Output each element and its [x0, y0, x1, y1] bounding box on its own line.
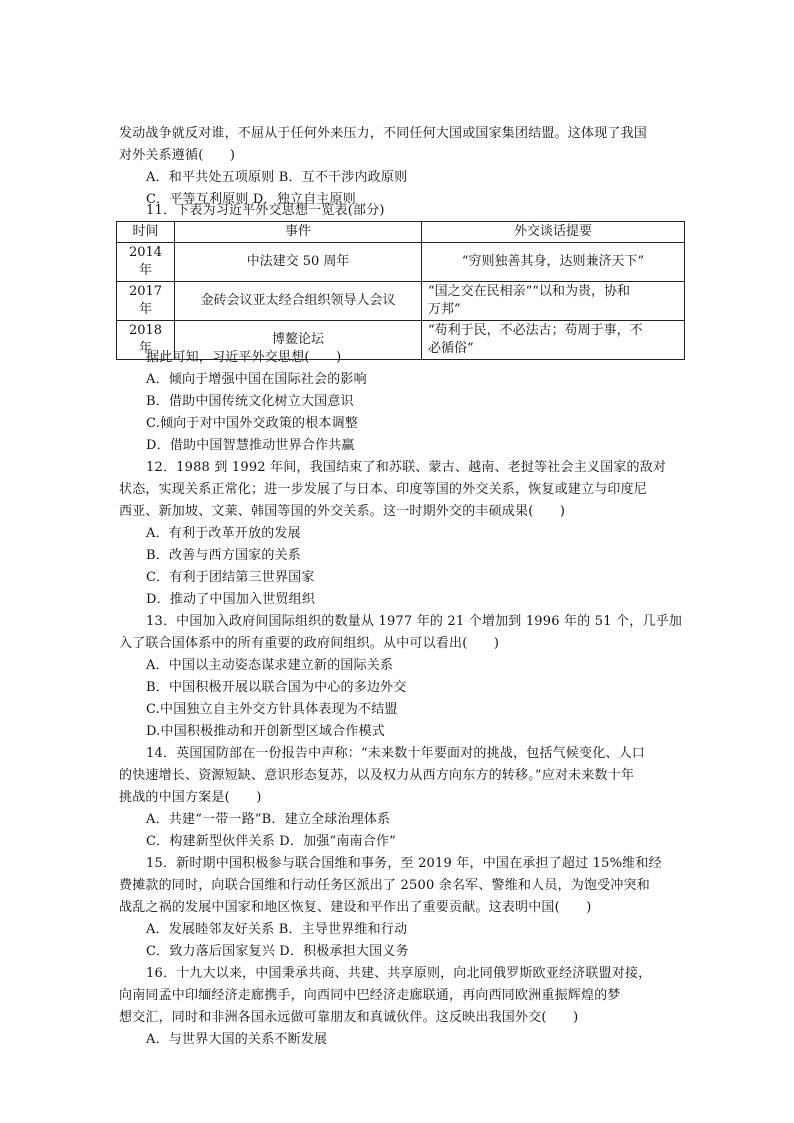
table-cell-event: 博鳌论坛 [175, 321, 422, 360]
option-line: A．有利于改革开放的发展 [146, 526, 301, 541]
text-line: 据此可知，习近平外交思想( ) [146, 350, 342, 365]
text-line: 状态，实现关系正常化；进一步发展了与日本、印度等国的外交关系，恢复或建立与印度尼 [119, 482, 648, 497]
option-line: A．中国以主动姿态谋求建立新的国际关系 [146, 658, 394, 673]
question-line: 11．下表为习近平外交思想一览表(部分) [146, 203, 385, 218]
table-row [117, 282, 685, 321]
option-line: A．和平共处五项原则 B．互不干涉内政原则 [146, 170, 408, 185]
option-line: C.中国独立自主外交方针具体表现为不结盟 [146, 702, 398, 717]
table-header: 外交谈话提要 [422, 222, 685, 243]
option-line: C.倾向于对中国外交政策的根本调整 [146, 416, 359, 431]
option-line: D．借助中国智慧推动世界合作共赢 [146, 438, 355, 453]
table-cell-quote [422, 282, 685, 321]
text-line: 的快速增长、资源短缺、意识形态复苏，以及权力从西方向东方的转移。”应对未来数十年 [119, 768, 635, 783]
question-line: 16．十九大以来，中国秉承共商、共建、共享原则，向北同俄罗斯欧亚经济联盟对接， [146, 966, 652, 981]
option-line: D．推动了中国加入世贸组织 [146, 592, 316, 607]
text-line: 想交汇，同时和非洲各国永远做可靠朋友和真诚伙伴。这反映出我国外交( ) [119, 1010, 579, 1025]
option-line: D.中国积极推动和开创新型区域合作模式 [146, 724, 385, 739]
table-cell-quote [422, 321, 685, 360]
diplomacy-table [116, 221, 685, 360]
table-cell-year: 2017 年 [117, 282, 175, 321]
option-line: C．致力落后国家复兴 D．积极承担大国义务 [146, 944, 409, 959]
option-line: C．有利于团结第三世界国家 [146, 570, 315, 585]
text-line: 费摊款的同时，向联合国维和行动任务区派出了 2500 余名军、警维和人员，为饱受冲突和 [119, 878, 650, 893]
option-line: A．倾向于增强中国在国际社会的影响 [146, 372, 367, 387]
text-line: 对外关系遵循( ) [119, 148, 236, 163]
option-line: B．借助中国传统文化树立大国意识 [146, 394, 354, 409]
option-line: C．构建新型伙伴关系 D．加强“南南合作” [146, 834, 396, 849]
question-line: 12．1988 到 1992 年间，我国结束了和苏联、蒙古、越南、老挝等社会主义国家的敌对 [146, 460, 667, 475]
text-line: 入了联合国体系中的所有重要的政府间组织。从中可以看出( ) [119, 636, 500, 651]
option-line: B．改善与西方国家的关系 [146, 548, 301, 563]
text-line: 西亚、新加坡、文莱、韩国等国的外交关系。这一时期外交的丰硕成果( ) [119, 504, 566, 519]
option-line: A．与世界大国的关系不断发展 [146, 1032, 328, 1047]
table-cell-year: 2018 年 [117, 321, 175, 360]
table-header: 时间 [117, 222, 175, 243]
quote-line: “国之交在民相亲”“以和为贵，协和 [428, 284, 630, 299]
option-line: B．中国积极开展以联合国为中心的多边外交 [146, 680, 407, 695]
text-line: 挑战的中国方案是( ) [119, 790, 262, 805]
question-line: 15．新时期中国积极参与联合国维和事务，至 2019 年，中国在承担了超过 15%维和经 [146, 856, 662, 871]
option-line: A．共建“一带一路”B．建立全球治理体系 [146, 812, 391, 827]
option-line: A．发展睦邻友好关系 B．主导世界维和行动 [146, 922, 408, 937]
option-line: C．平等互利原则 D．独立自主原则 [146, 192, 356, 207]
table-cell-event: 中法建交 50 周年 [175, 243, 422, 282]
table-cell-quote: “穷则独善其身，达则兼济天下” [422, 243, 685, 282]
table-cell-event: 金砖会议亚太经合组织领导人会议 [175, 282, 422, 321]
text-line: 发动战争就反对谁，不屈从于任何外来压力，不同任何大国或国家集团结盟。这体现了我国 [119, 126, 648, 141]
question-line: 13．中国加入政府间国际组织的数量从 1977 年的 21 个增加到 1996 年的 51 个，几乎加 [146, 614, 683, 629]
table-cell-year: 2014 年 [117, 243, 175, 282]
quote-line: 必循俗” [428, 341, 474, 356]
question-line: 14．英国国防部在一份报告中声称：“未来数十年要面对的挑战，包括气候变化、人口 [146, 746, 645, 761]
table-row [117, 243, 685, 282]
quote-line: 万邦” [428, 302, 461, 317]
text-line: 战乱之祸的发展中国家和地区恢复、建设和平作出了重要贡献。这表明中国( ) [119, 900, 592, 915]
table-header: 事件 [175, 222, 422, 243]
quote-line: “苟利于民，不必法古；苟周于事，不 [428, 323, 643, 338]
table-header-row [117, 222, 685, 243]
text-line: 向南同孟中印缅经济走廊携手，向西同中巴经济走廊联通，再向西同欧洲重振辉煌的梦 [119, 988, 621, 1003]
